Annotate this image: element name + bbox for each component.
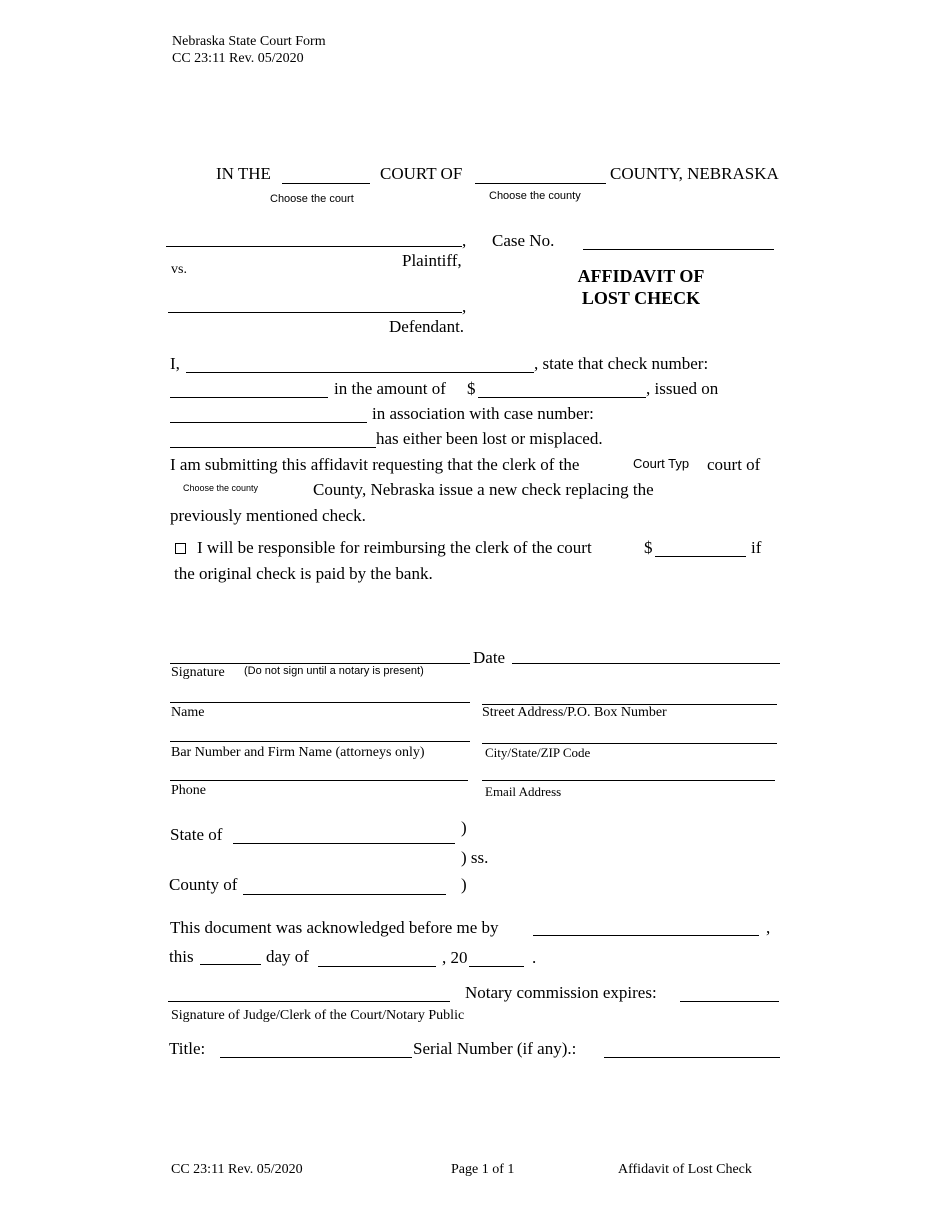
title-field[interactable] <box>220 1057 412 1058</box>
plaintiff-label: Plaintiff, <box>402 251 462 270</box>
check-number-field[interactable] <box>170 397 328 398</box>
acknowledged-comma: , <box>766 918 771 937</box>
defendant-label: Defendant. <box>389 317 465 336</box>
date-period: . <box>532 948 537 967</box>
phone-label: Phone <box>171 783 206 798</box>
document-title <box>531 266 751 309</box>
signature-line[interactable] <box>170 663 470 664</box>
city-label: City/State/ZIP Code <box>485 745 591 760</box>
footer-page-number: Page 1 of 1 <box>451 1162 515 1177</box>
date-label: Date <box>473 648 506 667</box>
county-of-field[interactable] <box>243 894 446 895</box>
title-line-1: AFFIDAVIT OF <box>577 266 705 286</box>
commission-label: Notary commission expires: <box>465 983 657 1002</box>
bar-line[interactable] <box>170 741 470 742</box>
footer-form-name: Affidavit of Lost Check <box>618 1162 752 1177</box>
county-nebraska-label: COUNTY, NEBRASKA <box>610 164 779 183</box>
year-prefix: , 20 <box>442 948 468 967</box>
county-field[interactable] <box>475 183 606 184</box>
previously-text: previously mentioned check. <box>170 506 366 525</box>
court-field[interactable] <box>282 183 370 184</box>
acknowledged-by-field[interactable] <box>533 935 759 936</box>
defendant-comma: , <box>462 297 467 316</box>
issue-date-field[interactable] <box>170 422 367 423</box>
case-no-field[interactable] <box>583 249 774 250</box>
year-field[interactable] <box>469 966 524 967</box>
if-text: if <box>751 538 762 557</box>
do-not-sign-note: (Do not sign until a notary is present) <box>244 665 424 677</box>
this-label: this <box>169 947 194 966</box>
name-line[interactable] <box>170 702 470 703</box>
affiant-name-field[interactable] <box>186 372 534 373</box>
issued-on-label: , issued on <box>646 379 719 398</box>
county-paren: ) <box>461 875 467 894</box>
i-label: I, <box>170 354 180 373</box>
ss-label: ) ss. <box>461 848 489 867</box>
date-field[interactable] <box>512 663 780 664</box>
plaintiff-field[interactable] <box>166 246 462 247</box>
serial-field[interactable] <box>604 1057 780 1058</box>
associated-case-field[interactable] <box>170 447 376 448</box>
state-field[interactable] <box>233 843 455 844</box>
reimburse-dollar: $ <box>644 538 653 557</box>
amount-label: in the amount of <box>334 379 446 398</box>
choose-county-hint[interactable]: Choose the county <box>489 190 581 202</box>
email-label: Email Address <box>485 784 562 799</box>
month-field[interactable] <box>318 966 436 967</box>
street-label: Street Address/P.O. Box Number <box>482 705 667 720</box>
acknowledged-text: This document was acknowledged before me by <box>170 918 499 937</box>
reimburse-amount-field[interactable] <box>655 556 746 557</box>
day-of-label: day of <box>266 947 309 966</box>
plaintiff-comma: , <box>462 231 467 250</box>
city-line[interactable] <box>482 743 777 744</box>
choose-court-hint[interactable]: Choose the court <box>270 193 354 205</box>
vs-label: vs. <box>171 262 187 277</box>
amount-dollar: $ <box>467 379 476 398</box>
serial-label: Serial Number (if any).: <box>413 1039 577 1058</box>
amount-field[interactable] <box>478 397 646 398</box>
signature-label: Signature <box>171 665 225 680</box>
reimburse-checkbox[interactable] <box>175 543 186 554</box>
county-of-label: County of <box>169 875 238 894</box>
lost-label: has either been lost or misplaced. <box>376 429 603 448</box>
phone-line[interactable] <box>170 780 468 781</box>
submitting-text: I am submitting this affidavit requesting that the clerk of the <box>170 455 580 474</box>
form-number: CC 23:11 Rev. 05/2020 <box>172 51 304 66</box>
title-line-2: LOST CHECK <box>581 288 701 308</box>
defendant-field[interactable] <box>168 312 462 313</box>
title-label: Title: <box>169 1039 206 1058</box>
association-label: in association with case number: <box>372 404 594 423</box>
state-paren: ) <box>461 818 467 837</box>
court-of-label: COURT OF <box>380 164 463 183</box>
name-label: Name <box>171 705 205 720</box>
footer-form-number: CC 23:11 Rev. 05/2020 <box>171 1162 303 1177</box>
state-check-label: , state that check number: <box>534 354 709 373</box>
judge-signature-line[interactable] <box>168 1001 450 1002</box>
form-name: Nebraska State Court Form <box>172 34 326 49</box>
state-of-label: State of <box>170 825 223 844</box>
original-text: the original check is paid by the bank. <box>174 564 433 583</box>
judge-signature-label: Signature of Judge/Clerk of the Court/Notary Public <box>171 1008 465 1023</box>
commission-field[interactable] <box>680 1001 779 1002</box>
court-of-text: court of <box>707 455 761 474</box>
case-no-label: Case No. <box>492 231 555 250</box>
email-line[interactable] <box>482 780 775 781</box>
county-issue-text: County, Nebraska issue a new check replacing the <box>313 480 654 499</box>
county-dropdown[interactable]: Choose the county <box>183 483 259 493</box>
in-the-label: IN THE <box>216 164 271 183</box>
bar-label: Bar Number and Firm Name (attorneys only) <box>171 745 425 760</box>
day-field[interactable] <box>200 964 261 965</box>
court-type-dropdown[interactable]: Court Typ <box>633 456 690 471</box>
reimburse-text: I will be responsible for reimbursing the clerk of the court <box>197 538 592 557</box>
